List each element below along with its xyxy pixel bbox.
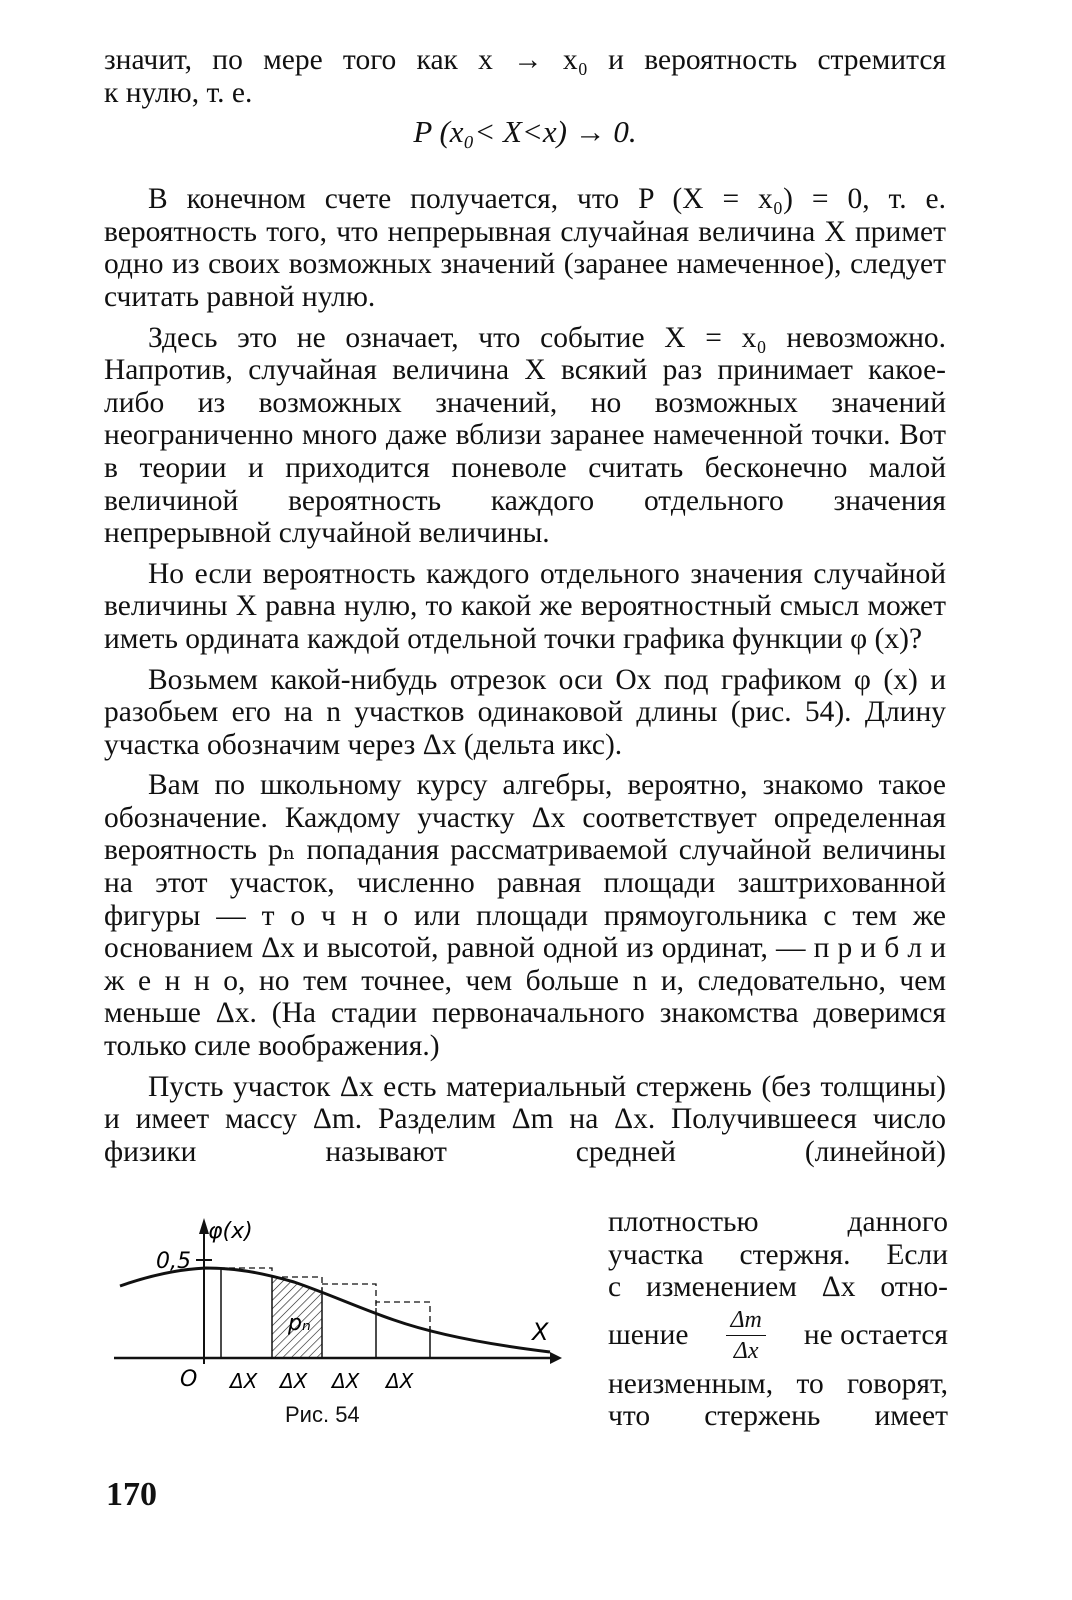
- figure-54: [114, 1212, 564, 1392]
- paragraph: Но если вероятность каждого отдельного значения случайной величины X равна нулю, то какой же вероятностный смысл может иметь ордината каждой отдельной точки графика функции φ (x)?: [104, 557, 946, 655]
- text-line: участка стержня. Если: [608, 1238, 948, 1271]
- area-label: pₙ: [288, 1311, 311, 1336]
- figure-caption: Рис. 54: [285, 1402, 360, 1427]
- text-fragment: не остается: [803, 1319, 948, 1352]
- page-number: 170: [106, 1476, 157, 1513]
- fraction-numerator: Δm: [726, 1307, 765, 1336]
- x-axis-label: X: [532, 1318, 549, 1346]
- fraction-line: [608, 1304, 948, 1368]
- segment-label: ΔX: [332, 1369, 360, 1392]
- text-line: значит, по мере того как x → x₀ и вероятность стремится: [104, 44, 946, 76]
- text-line: неизменным, то говорят,: [608, 1367, 948, 1400]
- text-line: что стержень имеет: [608, 1400, 948, 1433]
- y-axis-label: φ(x): [208, 1219, 253, 1244]
- wrapped-text: [608, 1206, 948, 1433]
- paragraph: Возьмем какой-нибудь отрезок оси Ox под графиком φ (x) и разобьем его на n участков одинаковой длины (рис. 54). Длину участка обозначим через Δx (дельта икс).: [104, 663, 946, 761]
- fraction-denominator: Δx: [733, 1338, 759, 1365]
- segment-label: ΔX: [280, 1369, 308, 1392]
- text-line: к нулю, т. е.: [104, 76, 253, 109]
- density-curve: [120, 1268, 550, 1352]
- formula: P (x₀< X<x) → 0.: [413, 114, 637, 150]
- x-axis-arrow-icon: [550, 1352, 562, 1364]
- text-line: плотностью данного: [608, 1206, 948, 1238]
- paragraph: В конечном счете получается, что P (X = x₀) = 0, т. е. вероятность того, что непрерывная случайная величина X примет одно из своих возможных значений (заранее намеченное), следует считать равной нулю.: [104, 183, 946, 313]
- paragraph: Вам по школьному курсу алгебры, вероятно, знакомо такое обозначение. Каждому участку Δx соответствует определенная вероятность pₙ попадания рассматриваемой случайной величины на этот участок, численно равная площади заштрихованной фигуры — т о ч н о или площади прямоугольника с тем же основанием Δx и высотой, равной одной из ординат, — п р и б л и ж е н н о, но тем точнее, чем больше n и, следовательно, чем меньше Δx. (На стадии первоначального знакомства доверимся только силе воображения.): [104, 769, 946, 1063]
- paragraph: Здесь это не означает, что событие X = x₀ невозможно. Напротив, случайная величина X всякий раз принимает какое-либо из возможных значений, но возможных значений неограниченно много даже вблизи заранее намеченной точки. Вот в теории и приходится поневоле считать бесконечно малой величиной вероятность каждого отдельного значения непрерывной случайной величины.: [104, 321, 946, 550]
- y-tick-label: 0,5: [156, 1249, 191, 1274]
- paragraph: Пусть участок Δx есть материальный стержень (без толщины) и имеет массу Δm. Разделим Δm на Δx. Получившееся число физики называют средней (линейной): [104, 1070, 946, 1168]
- segment-label: ΔX: [230, 1369, 258, 1392]
- origin-label: O: [180, 1367, 198, 1392]
- fraction: [726, 1307, 765, 1364]
- text-fragment: шение: [608, 1319, 689, 1352]
- main-text: [104, 44, 946, 1168]
- text-line: с изменением Δx отно-: [608, 1271, 948, 1304]
- segment-label: ΔX: [386, 1369, 414, 1392]
